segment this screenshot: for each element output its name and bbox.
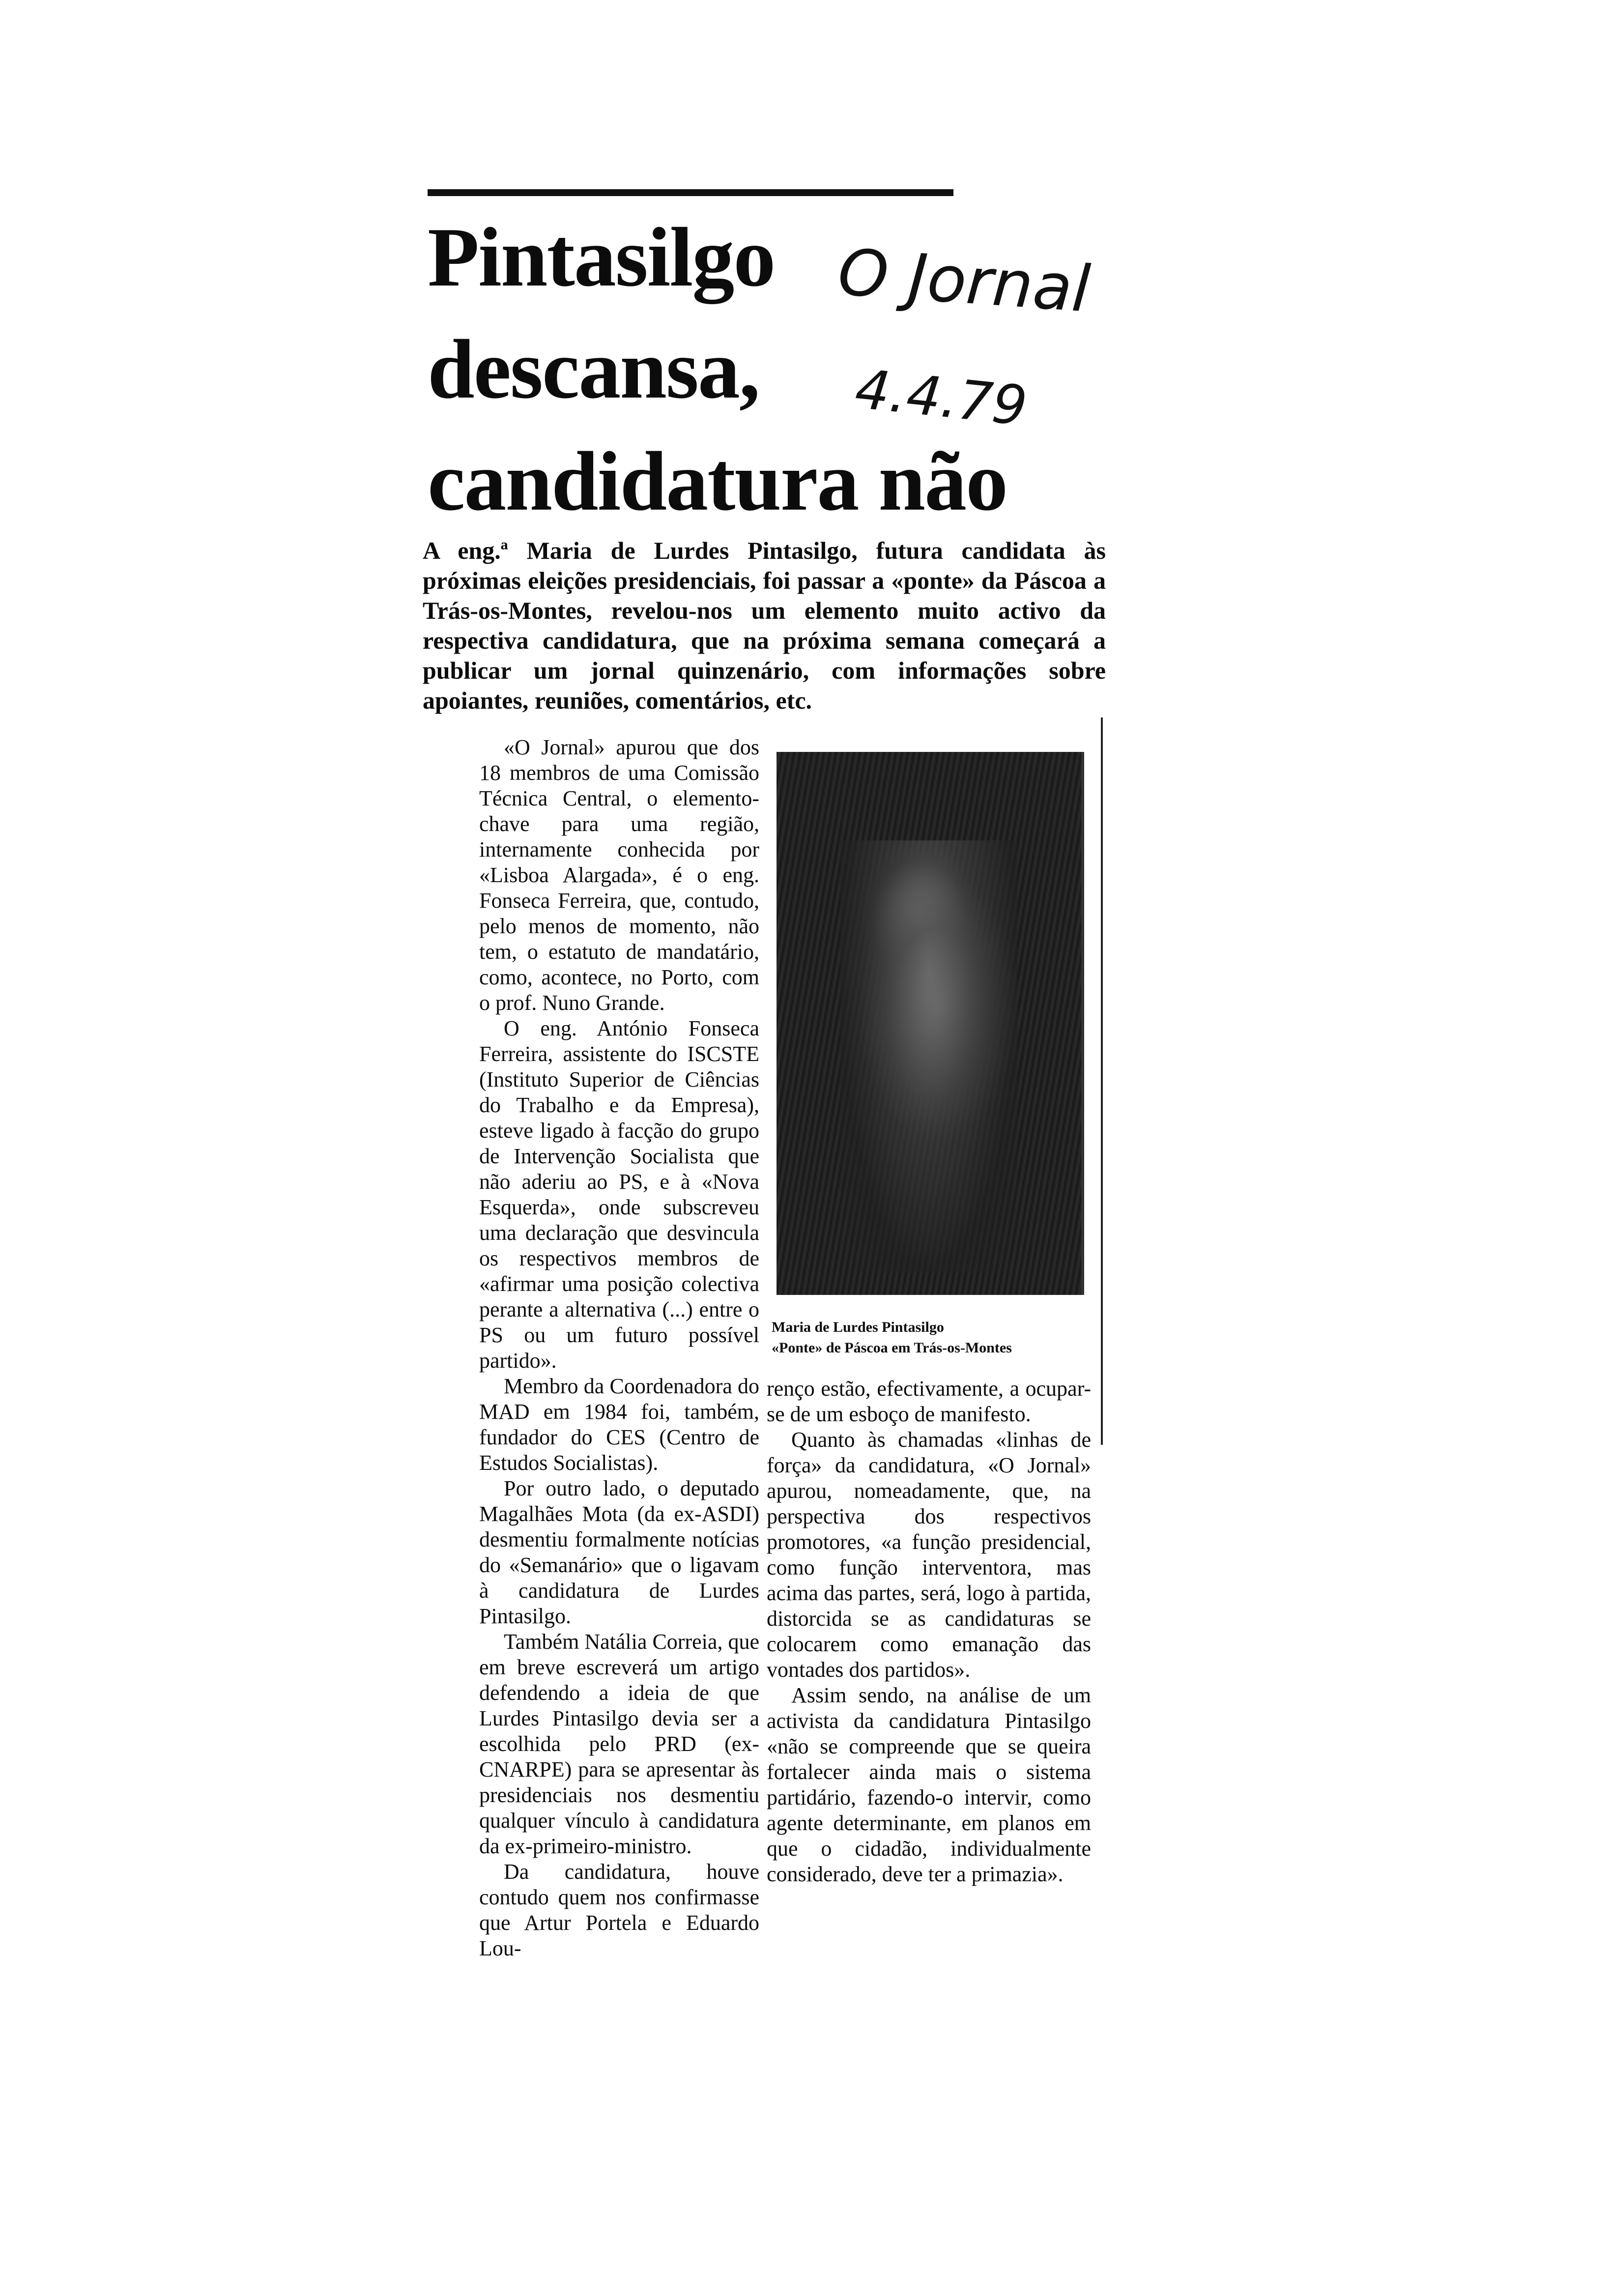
body-paragraph: Quanto às chamadas «linhas de força» da candidatura, «O Jornal» apurou, nomeadamente, que, na perspectiva dos respectivos promotores, «a função presidencial, como função interventora, mas acima das partes, será, logo à partida, distorcida se as candidaturas se colocarem como emanação das vontades dos partidos». — [767, 1428, 1091, 1682]
lead-paragraph: A eng.ª Maria de Lurdes Pintasilgo, futura candidata às próximas eleições presidenciais, foi passar a «ponte» da Páscoa a Trás-os-Montes, revelou-nos um elemento muito activo da respectiva candidatura, que na próxima semana começará a publicar um jornal quinzenário, com informações sobre apoiantes, reuniões, comentários, etc. — [423, 537, 1106, 714]
portrait-photo — [777, 752, 1084, 1295]
column-rule — [1101, 718, 1103, 1445]
body-paragraph: Por outro lado, o deputado Magalhães Mota (da ex-ASDI) desmentiu formalmente notícias do «Semanário» que o ligavam à candidatura de Lurdes Pintasilgo. — [479, 1476, 759, 1628]
caption-line-1: Maria de Lurdes Pintasilgo — [772, 1319, 944, 1335]
top-rule — [428, 189, 953, 196]
body-paragraph: Assim sendo, na análise de um activista da candidatura Pintasilgo «não se compreende que se queira fortalecer ainda mais o sistema partidário, fazendo-o intervir, como agente determinante, em planos em que o cidadão, individualmente considerado, deve ter a primazia». — [767, 1683, 1091, 1886]
photo-caption — [772, 1317, 1096, 1358]
left-column — [479, 735, 759, 1961]
handwritten-newspaper-name: O Jornal — [835, 234, 1093, 327]
right-column — [767, 1376, 1091, 1887]
continuation-paragraph: renço estão, efectivamente, a ocupar-se de um esboço de manifesto. — [767, 1377, 1091, 1426]
body-paragraph: Também Natália Correia, que em breve escreverá um artigo defendendo a ideia de que Lurdes Pintasilgo devia ser a escolhida pelo PRD (ex-CNARPE) para se apresentar às presidenciais nos desmentiu qualquer vínculo à candidatura da ex-primeiro-ministro. — [479, 1630, 759, 1858]
headline-line-2: descansa, — [428, 323, 759, 416]
portrait-figure — [840, 840, 1017, 1273]
body-paragraph: «O Jornal» apurou que dos 18 membros de uma Comissão Técnica Central, o elemento-chave para uma região, internamente conhecida por «Lisboa Alargada», é o eng. Fonseca Ferreira, que, contudo, pelo menos de momento, não tem, o estatuto de mandatário, como, acontece, no Porto, com o prof. Nuno Grande. — [479, 735, 759, 1015]
caption-line-2: «Ponte» de Páscoa em Trás-os-Montes — [772, 1340, 1012, 1356]
headline-line-1: Pintasilgo — [428, 211, 775, 304]
body-paragraph: Da candidatura, houve contudo quem nos confirmasse que Artur Portela e Eduardo Lou- — [479, 1860, 759, 1960]
newspaper-clipping — [383, 147, 1130, 2064]
handwritten-date: 4.4.79 — [852, 357, 1030, 438]
headline-line-3: candidatura não — [428, 435, 1008, 528]
body-paragraph: O eng. António Fonseca Ferreira, assistente do ISCSTE (Instituto Superior de Ciências do Trabalho e da Empresa), esteve ligado à facção do grupo de Intervenção Socialista que não aderiu ao PS, e à «Nova Esquerda», onde subscreveu uma declaração que desvincula os respectivos membros de «afirmar uma posição colectiva perante a alternativa (...) entre o PS ou um futuro possível partido». — [479, 1016, 759, 1373]
body-paragraph: Membro da Coordenadora do MAD em 1984 foi, também, fundador do CES (Centro de Estudos Socialistas). — [479, 1374, 759, 1475]
